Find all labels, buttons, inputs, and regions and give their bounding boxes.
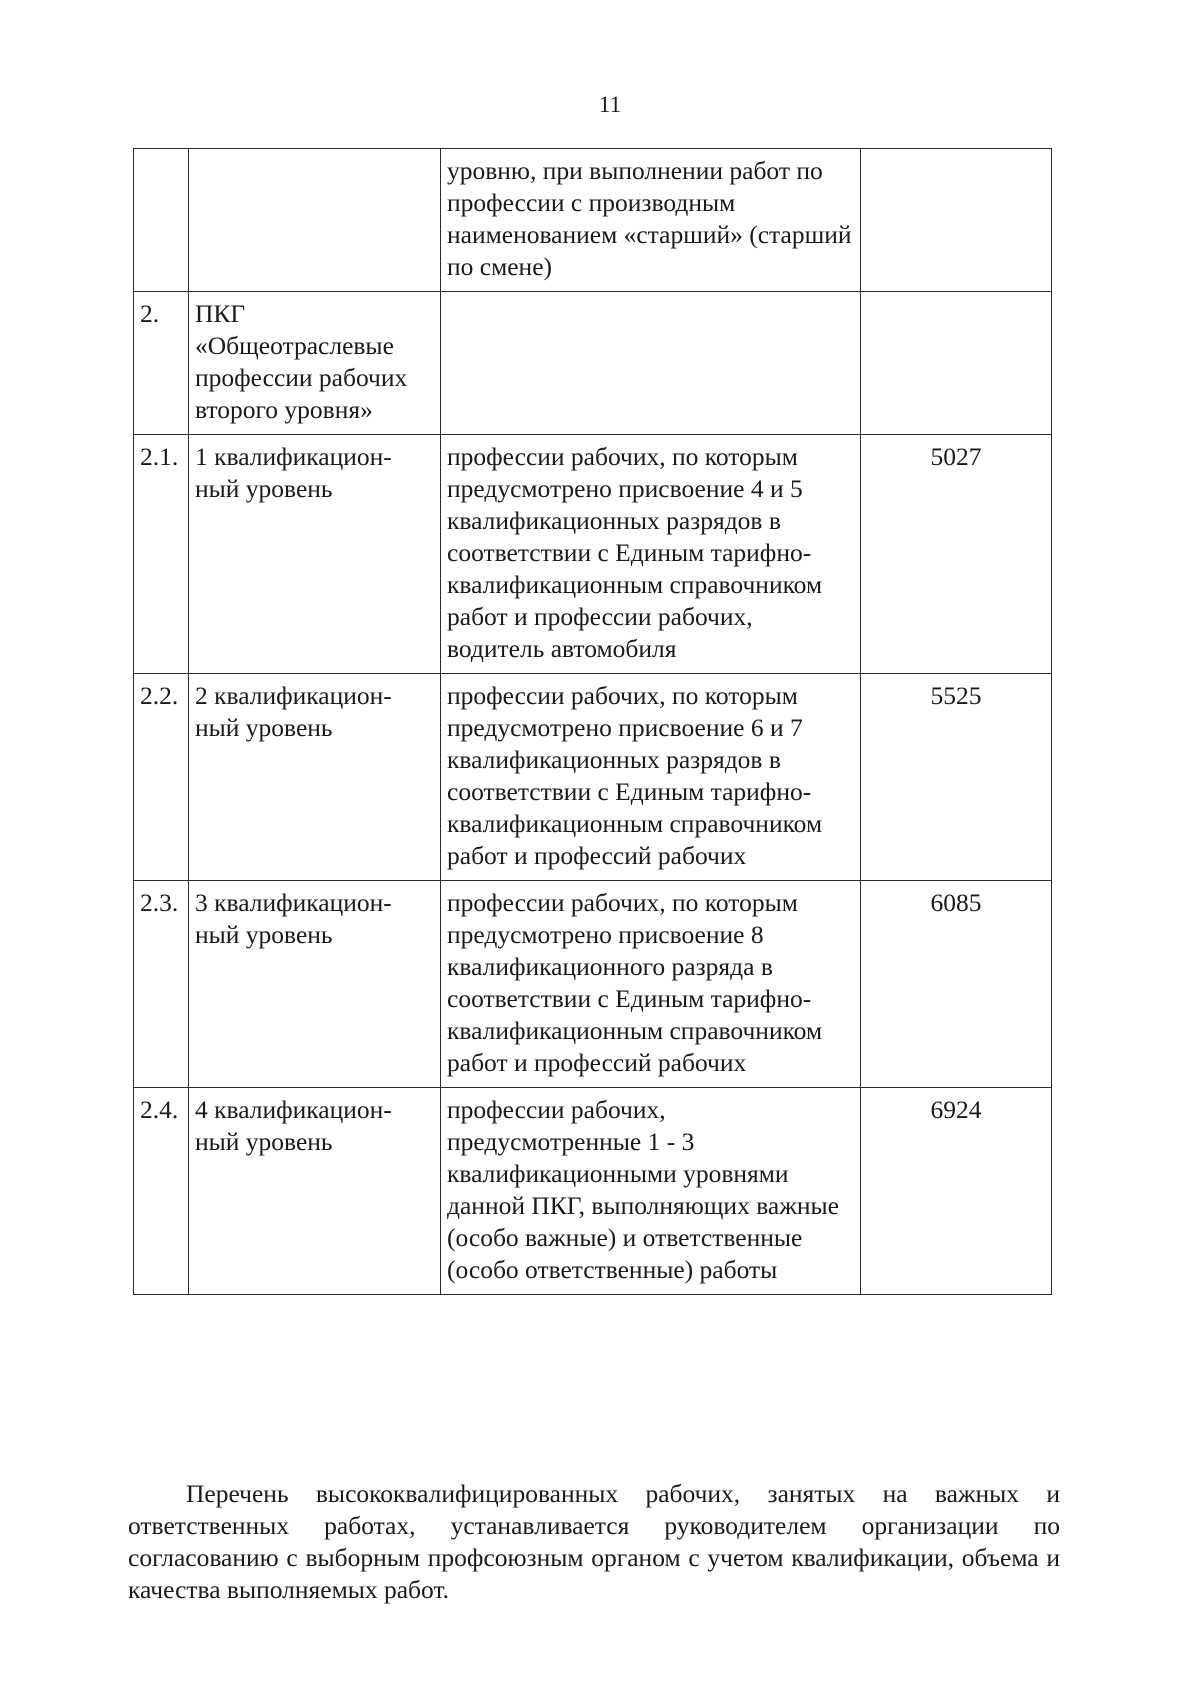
table-row (134, 1088, 1052, 1295)
footer-paragraph: Перечень высококвалифицированных рабочих, занятых на важных и ответственных работах, устанавливается руководителем организации по согласованию с выборным профсоюзным органом с учетом квалификации, объема и качества выполняемых работ. (128, 1479, 1060, 1604)
row-number-cell: 2. (134, 292, 189, 435)
group-cell: 4 квалификацион-ный уровень (189, 1088, 441, 1295)
value-cell (861, 292, 1052, 435)
value-cell (861, 149, 1052, 292)
table-row (134, 292, 1052, 435)
row-number-cell: 2.1. (134, 435, 189, 674)
page-number: 11 (598, 92, 622, 117)
group-cell: 2 квалификацион-ный уровень (189, 674, 441, 881)
description-cell: профессии рабочих, по которым предусмотрено присвоение 8 квалификационного разряда в соответствии с Единым тарифно-квалификационным справочником работ и профессий рабочих (441, 881, 861, 1088)
row-number-cell: 2.2. (134, 674, 189, 881)
value-cell: 5525 (861, 674, 1052, 881)
row-number-cell: 2.3. (134, 881, 189, 1088)
salary-table (133, 148, 1052, 1295)
description-cell: профессии рабочих, предусмотренные 1 - 3 квалификационными уровнями данной ПКГ, выполняющих важные (особо важные) и ответственные (особо ответственные) работы (441, 1088, 861, 1295)
description-cell (441, 292, 861, 435)
description-cell: уровню, при выполнении работ по профессии с производным наименованием «старший» (старший по смене) (441, 149, 861, 292)
table-row (134, 435, 1052, 674)
value-cell: 6085 (861, 881, 1052, 1088)
group-cell (189, 149, 441, 292)
group-cell: 1 квалификацион-ный уровень (189, 435, 441, 674)
value-cell: 5027 (861, 435, 1052, 674)
group-cell: ПКГ «Общеотраслевые профессии рабочих второго уровня» (189, 292, 441, 435)
row-number-cell: 2.4. (134, 1088, 189, 1295)
table-row (134, 674, 1052, 881)
table-row (134, 149, 1052, 292)
table-row (134, 881, 1052, 1088)
description-cell: профессии рабочих, по которым предусмотрено присвоение 6 и 7 квалификационных разрядов в соответствии с Единым тарифно-квалификационным справочником работ и профессий рабочих (441, 674, 861, 881)
row-number-cell (134, 149, 189, 292)
value-cell: 6924 (861, 1088, 1052, 1295)
group-cell: 3 квалификацион-ный уровень (189, 881, 441, 1088)
description-cell: профессии рабочих, по которым предусмотрено присвоение 4 и 5 квалификационных разрядов в соответствии с Единым тарифно-квалификационным справочником работ и профессии рабочих, водитель автомобиля (441, 435, 861, 674)
